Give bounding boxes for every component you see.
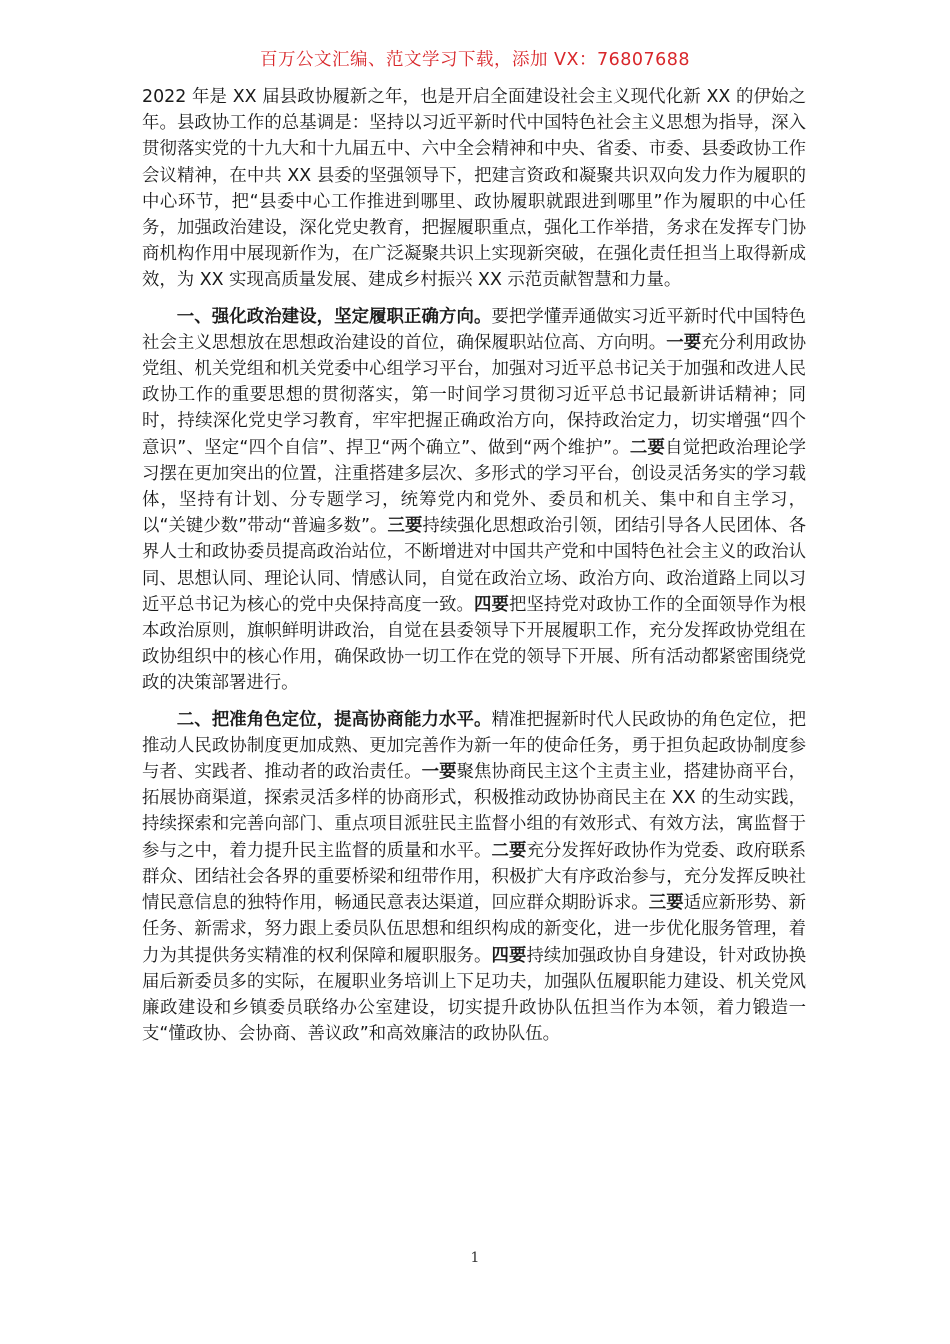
- section-2-heading: 二、把准角色定位，提高协商能力水平。: [176, 709, 492, 730]
- section-1-point-4-text: 把坚持党对政协工作的全面领导作为根本政治原则，旗帜鲜明讲政治，自觉在县委领导下开展履职工作，充分发挥政协党组在政协组织中的核心作用，确保政协一切工作在党的领导下开展、所有活动都紧密围绕党政的决策部署进行。: [142, 594, 806, 694]
- section-2-lead: 精准把握新时代人民政协的角色定位，把推动人民政协制度更加成熟、更加完善作为新一年的使命任务，勇于担负起政协制度参与者、实践者、推动者的政治责任。: [142, 709, 806, 783]
- section-2-paragraph: [142, 707, 806, 1048]
- promo-banner: 百万公文汇编、范文学习下载，添加 VX：76807688: [259, 50, 691, 70]
- section-1-point-2-label: 二要: [629, 437, 666, 458]
- section-1-point-2-text: 自觉把政治理论学习摆在更加突出的位置，注重搭建多层次、多形式的学习平台，创设灵活务实的学习载体，坚持有计划、分专题学习，统筹党内和党外、委员和机关、集中和自主学习，以“关键少数”带动“普遍多数”。: [142, 437, 806, 537]
- section-1-point-1-text: 充分利用政协党组、机关党组和机关党委中心组学习平台，加强对习近平总书记关于加强和改进人民政协工作的重要思想的贯彻落实，第一时间学习贯彻习近平总书记最新讲话精神；同时，持续深化党史学习教育，牢牢把握正确政治方向，保持政治定力，切实增强“四个意识”、坚定“四个自信”、捍卫“两个确立”、做到“两个维护”。: [142, 332, 806, 458]
- section-2-point-3-text: 适应新形势、新任务、新需求，努力跟上委员队伍思想和组织构成的新变化，进一步优化服务管理，着力为其提供务实精准的权利保障和履职服务。: [142, 893, 806, 966]
- section-2-point-2-label: 二要: [491, 840, 527, 861]
- section-2-point-1-label: 一要: [421, 762, 457, 783]
- page-number: 1: [470, 1250, 480, 1266]
- document-body: [142, 84, 806, 1047]
- section-2-point-4-label: 四要: [491, 945, 527, 966]
- section-1-point-3-label: 三要: [387, 516, 423, 537]
- section-2-point-4-text: 持续加强政协自身建设，针对政协换届后新委员多的实际，在履职业务培训上下足功夫，加强队伍履职能力建设、机关党风廉政建设和乡镇委员联络办公室建设，切实提升政协队伍担当作为本领，着力锻造一支“懂政协、会协商、善议政”和高效廉洁的政协队伍。: [142, 945, 806, 1045]
- section-1-point-3-text: 持续强化思想政治引领，团结引导各人民团体、各界人士和政协委员提高政治站位，不断增进对中国共产党和中国特色社会主义的政治认同、思想认同、理论认同、情感认同，自觉在政治立场、政治方向、政治道路上同以习近平总书记为核心的党中央保持高度一致。: [142, 516, 806, 615]
- intro-paragraph: 2022 年是 XX 届县政协履新之年，也是开启全面建设社会主义现代化新 XX 的伊始之年。县政协工作的总基调是：坚持以习近平新时代中国特色社会主义思想为指导，深入贯彻落实党的十九大和十九届五中、六中全会精神和中央、省委、市委、县委政协工作会议精神，在中共 XX 县委的坚强领导下，把建言资政和凝聚共识双向发力作为履职的中心环节，把“县委中心工作推进到哪里、政协履职就跟进到哪里”作为履职的中心任务，加强政治建设，深化党史教育，把握履职重点，强化工作举措，务求在发挥专门协商机构作用中展现新作为，在广泛凝聚共识上实现新突破，在强化责任担当上取得新成效，为 XX 实现高质量发展、建成乡村振兴 XX 示范贡献智慧和力量。: [142, 87, 806, 291]
- section-2-point-3-label: 三要: [648, 893, 684, 914]
- section-1-heading: 一、强化政治建设，坚定履职正确方向。: [176, 306, 492, 327]
- section-1-lead: 要把学懂弄通做实习近平新时代中国特色社会主义思想放在思想政治建设的首位，确保履职站位高、方向明。: [142, 306, 806, 353]
- section-2-point-2-text: 充分发挥好政协作为党委、政府联系群众、团结社会各界的重要桥梁和纽带作用，积极扩大有序政治参与，充分发挥反映社情民意信息的独特作用，畅通民意表达渠道，回应群众期盼诉求。: [142, 840, 806, 914]
- section-2-point-1-text: 聚焦协商民主这个主责主业，搭建协商平台，拓展协商渠道，探索灵活多样的协商形式，积极推动政协协商民主在 XX 的生动实践，持续探索和完善向部门、重点项目派驻民主监督小组的有效形式、有效方法，寓监督于参与之中，着力提升民主监督的质量和水平。: [142, 762, 806, 861]
- section-1-point-4-label: 四要: [474, 594, 509, 615]
- section-1-paragraph: [142, 304, 806, 697]
- section-1-point-1-label: 一要: [666, 332, 702, 353]
